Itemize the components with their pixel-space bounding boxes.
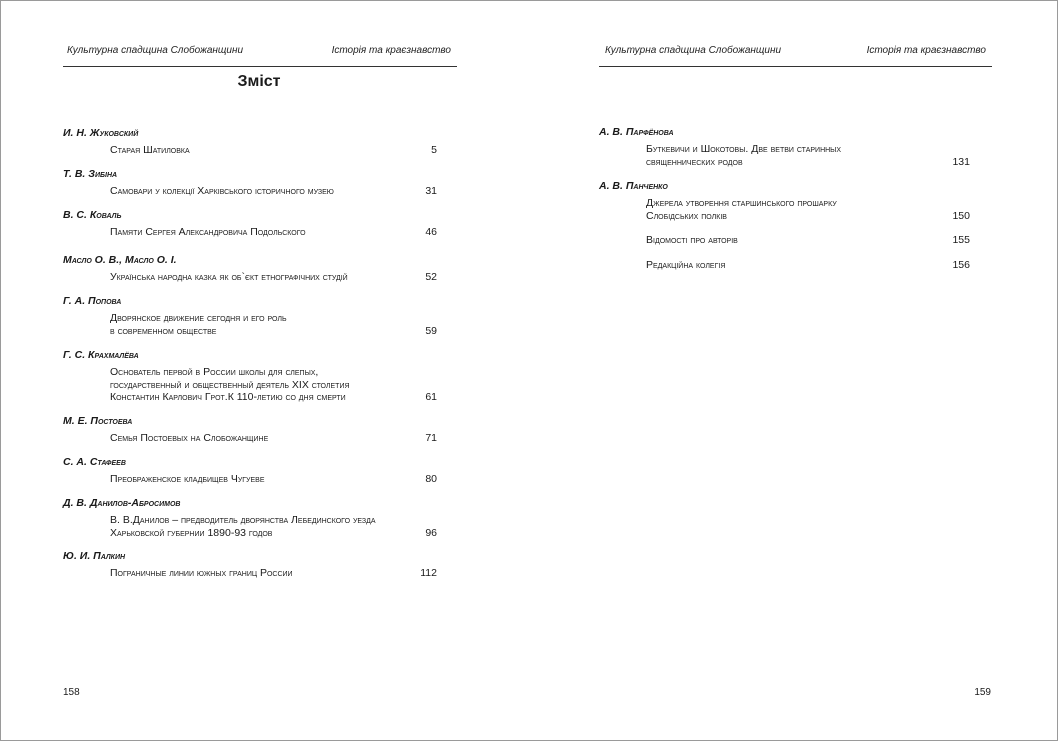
toc-entry bbox=[63, 294, 437, 337]
entry-author: А. В. Панченко bbox=[599, 180, 668, 192]
toc-title: Зміст bbox=[237, 73, 281, 90]
toc-entry bbox=[63, 348, 437, 404]
toc-item-title: Старая Шатиловка bbox=[110, 144, 190, 156]
toc-item-title: Буткевичи и Шокотовы. Две ветви старинных священнических родов bbox=[646, 143, 842, 168]
toc-item-page: 96 bbox=[425, 526, 437, 539]
right-page bbox=[529, 1, 1057, 740]
toc-item-title: Редакційна колегія bbox=[646, 258, 726, 271]
toc-item[interactable] bbox=[110, 271, 437, 284]
toc-item-title: Джерела утворення старшинського прошарку Слобідських полків bbox=[646, 197, 837, 222]
toc-item-page: 46 bbox=[425, 226, 437, 238]
entry-author: А. В. Парфёнова bbox=[599, 126, 674, 138]
toc-item-title: Українська народна казка як об`єкт етнографічних студій bbox=[110, 271, 348, 283]
toc-item-page: 5 bbox=[431, 144, 437, 156]
toc-item[interactable] bbox=[646, 234, 970, 247]
entry-author: Ю. И. Палкин bbox=[63, 550, 126, 562]
toc-entry bbox=[63, 126, 437, 157]
toc-item[interactable] bbox=[646, 259, 970, 272]
toc-item-page: 150 bbox=[952, 209, 970, 222]
toc-item-page: 52 bbox=[425, 271, 437, 283]
toc-item-title: Дворянское движение сегодня и его роль в современном обществе bbox=[110, 312, 287, 337]
toc-item-title: Самовари у колекції Харківського історичного музею bbox=[110, 185, 334, 197]
toc-item-title: Преображенское кладбищев Чугуеве bbox=[110, 473, 265, 485]
running-head bbox=[605, 45, 986, 59]
toc-item[interactable] bbox=[110, 567, 437, 580]
header-rule bbox=[599, 66, 992, 67]
toc-item[interactable] bbox=[110, 226, 437, 239]
running-head-right: Історія та краєзнавство bbox=[331, 45, 451, 56]
toc-item-title: Памяти Сергея Александровича Подольского bbox=[110, 226, 306, 238]
toc-item-title: Основатель первой в России школы для слепых, государственный и общественный деятель XIX столетия Константин Карлович Грот.К 110-летию со дня смерти bbox=[110, 366, 350, 403]
toc-item-page: 112 bbox=[420, 567, 437, 579]
toc-item-page: 80 bbox=[425, 473, 437, 485]
toc-entry bbox=[63, 496, 437, 539]
toc-item-page: 71 bbox=[425, 432, 437, 444]
toc-item-title: Пограничные линии южных границ России bbox=[110, 567, 293, 579]
entry-author: В. С. Коваль bbox=[63, 209, 122, 221]
header-rule bbox=[63, 66, 457, 67]
running-head-left: Культурна спадщина Слобожанщини bbox=[605, 45, 782, 56]
toc-item-page: 131 bbox=[952, 155, 970, 168]
toc-item-title: В. В.Данилов – предводитель дворянства Лебединского уезда Харьковской губернии 1890-93 годов bbox=[110, 514, 376, 539]
page-number: 159 bbox=[974, 687, 991, 698]
running-head-left: Культурна спадщина Слобожанщини bbox=[67, 45, 244, 56]
toc-entry bbox=[63, 167, 437, 198]
page-number: 158 bbox=[63, 687, 80, 698]
toc-item-page: 155 bbox=[952, 234, 970, 246]
toc-entry bbox=[63, 208, 437, 239]
toc-item[interactable] bbox=[110, 473, 437, 486]
entry-author: И. Н. Жуковский bbox=[63, 127, 139, 139]
toc-item[interactable] bbox=[110, 366, 437, 404]
toc-item-page: 59 bbox=[425, 324, 437, 337]
running-head bbox=[67, 45, 451, 59]
toc-item[interactable] bbox=[646, 143, 970, 168]
toc-item-page: 156 bbox=[952, 258, 970, 271]
toc-item-title: Відомості про авторів bbox=[646, 234, 738, 246]
entry-author: Г. А. Попова bbox=[63, 295, 122, 307]
toc-item-title: Семья Постоевых на Слобожанщине bbox=[110, 432, 269, 444]
toc-entry bbox=[599, 125, 970, 168]
entry-author: Т. В. Зибіна bbox=[63, 168, 118, 180]
toc-item[interactable] bbox=[110, 144, 437, 157]
toc-entry bbox=[599, 179, 970, 271]
entry-author: С. А. Стафеев bbox=[63, 456, 126, 468]
toc-item-page: 61 bbox=[425, 391, 437, 403]
running-head-right: Історія та краєзнавство bbox=[866, 45, 986, 56]
entry-author: Г. С. Крахмалёва bbox=[63, 349, 139, 361]
toc-item[interactable] bbox=[110, 432, 437, 445]
toc-item[interactable] bbox=[646, 197, 970, 222]
toc-entry bbox=[63, 549, 437, 580]
toc-entry bbox=[63, 455, 437, 486]
toc-item[interactable] bbox=[110, 514, 437, 539]
entry-author: М. Е. Постоева bbox=[63, 415, 133, 427]
toc-entry bbox=[63, 414, 437, 445]
entry-author: Масло О. В., Масло О. І. bbox=[63, 254, 177, 266]
toc-item-page: 31 bbox=[425, 185, 437, 197]
left-page bbox=[1, 1, 529, 740]
toc-item[interactable] bbox=[110, 312, 437, 337]
toc-entry bbox=[63, 253, 437, 284]
entry-author: Д. В. Данилов-Абросимов bbox=[63, 497, 181, 509]
toc-item[interactable] bbox=[110, 185, 437, 198]
